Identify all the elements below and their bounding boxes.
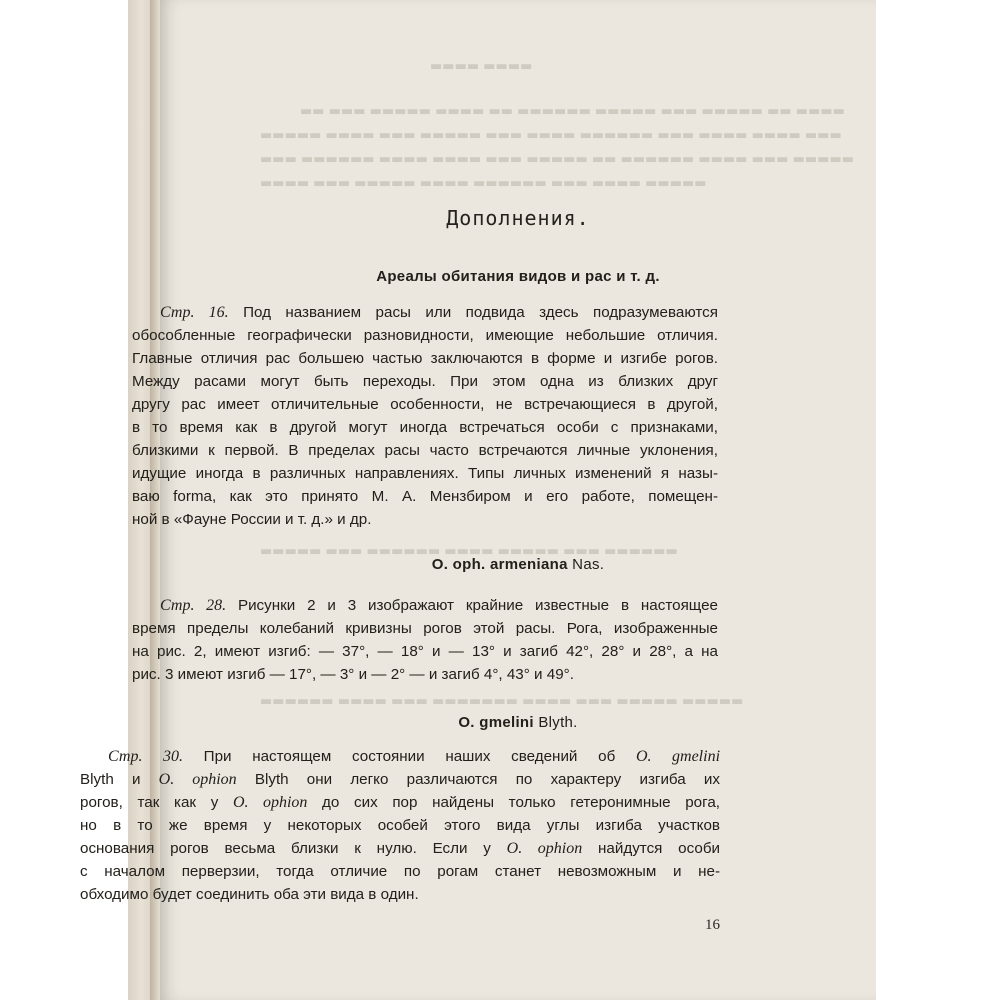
paragraph-gmelini — [80, 745, 720, 906]
species-name: O. ophion — [232, 794, 308, 811]
paragraph-line: другу рас имеет отличительные особенности, не встречающиеся в другой, — [132, 396, 718, 413]
show-through-texture: ▬▬ ▬▬▬ ▬▬▬▬▬ ▬▬▬▬ ▬▬ ▬▬▬▬▬▬ ▬▬▬▬▬ ▬▬▬ ▬▬▬▬▬ ▬▬ ▬▬▬▬ — [300, 104, 845, 119]
paragraph-line: но в то же время у некоторых особей этого вида углы изгиба участков — [80, 817, 720, 834]
paragraph-line: Стр. 30. При настоящем состоянии наших сведений об O. gmelini — [108, 748, 721, 765]
paragraph-line: Blyth и O. ophion Blyth они легко различаются по характеру изгиба их — [80, 771, 721, 788]
paragraph-line: ваю forma, как это принято М. А. Мензбиром и его работе, помещен- — [132, 488, 718, 505]
book-page — [80, 0, 876, 1000]
section-title-areas: Ареалы обитания видов и рас и т. д. — [376, 268, 660, 285]
paragraph-line: рогов, так как у O. ophion до сих пор найдены только гетеронимные рога, — [80, 794, 720, 811]
paragraph-line: идущие иногда в различных направлениях. Типы личных изменений я назы- — [132, 465, 718, 482]
section-title-armeniana: O. oph. armeniana Nas. — [431, 556, 605, 573]
paragraph-line: Главные отличия рас большею частью заключаются в форме и изгибе рогов. — [132, 350, 718, 367]
paragraph-line: на рис. 2, имеют изгиб: — 37°, — 18° и — 13° и загиб 42°, 28° и 28°, а на — [132, 643, 718, 660]
paragraph-line: в то время как в другой могут иногда встречаться особи с признаками, — [132, 419, 718, 436]
page-reference: Стр. 30. — [108, 748, 183, 765]
page-heading: Дополнения. — [446, 206, 590, 230]
species-name: O. ophion — [506, 840, 583, 857]
paragraph-armeniana — [132, 594, 718, 686]
paragraph-line: обходимо будет соединить оба эти вида в один. — [80, 886, 419, 903]
species-name: O. gmelini — [635, 748, 721, 765]
paragraph-areas — [132, 301, 718, 531]
section-title-gmelini: O. gmelini Blyth. — [458, 714, 578, 731]
page-number: 16 — [705, 917, 720, 933]
show-through-texture: ▬▬▬▬ ▬▬▬▬ — [430, 59, 533, 74]
show-through-texture: ▬▬▬▬▬ ▬▬▬ ▬▬▬▬▬▬ ▬▬▬▬ ▬▬▬▬▬ ▬▬▬ ▬▬▬▬▬▬ — [260, 544, 678, 559]
show-through-texture: ▬▬▬▬ ▬▬▬ ▬▬▬▬▬ ▬▬▬▬ ▬▬▬▬▬▬ ▬▬▬ ▬▬▬▬ ▬▬▬▬▬ — [260, 176, 707, 191]
paragraph-line: Между расами могут быть переходы. При этом одна из близких друг — [132, 373, 718, 390]
paragraph-line: обособленные географически разновидности, имеющие небольшие отличия. — [132, 327, 718, 344]
paragraph-line: ной в «Фауне России и т. д.» и др. — [132, 511, 372, 528]
show-through-texture: ▬▬▬▬▬▬ ▬▬▬▬ ▬▬▬ ▬▬▬▬▬▬▬ ▬▬▬▬ ▬▬▬ ▬▬▬▬▬ ▬▬▬▬▬ — [260, 694, 744, 709]
page-reference: Стр. 28. — [160, 597, 227, 614]
page-reference: Стр. 16. — [160, 304, 229, 321]
background-right — [876, 0, 1000, 1000]
paragraph-line: время пределы колебаний кривизны рогов этой расы. Рога, изображенные — [132, 620, 718, 637]
paragraph-line: близкими к первой. В пределах расы часто встречаются личные уклонения, — [132, 442, 718, 459]
paragraph-line: Стр. 16. Под названием расы или подвида здесь подразумеваются — [160, 304, 718, 321]
paragraph-line: Стр. 28. Рисунки 2 и 3 изображают крайние известные в настоящее — [160, 597, 719, 614]
show-through-texture: ▬▬▬ ▬▬▬▬▬▬ ▬▬▬▬ ▬▬▬▬ ▬▬▬ ▬▬▬▬▬ ▬▬ ▬▬▬▬▬▬ ▬▬▬▬ ▬▬▬ ▬▬▬▬▬ — [260, 152, 855, 167]
species-name: O. ophion — [158, 771, 237, 788]
paragraph-line: основания рогов весьма близки к нулю. Если у O. ophion найдутся особи — [80, 840, 721, 857]
show-through-texture: ▬▬▬▬▬ ▬▬▬▬ ▬▬▬ ▬▬▬▬▬ ▬▬▬ ▬▬▬▬ ▬▬▬▬▬▬ ▬▬▬ ▬▬▬▬ ▬▬▬▬ ▬▬▬ — [260, 128, 842, 143]
paragraph-line: рис. 3 имеют изгиб — 17°, — 3° и — 2° — и загиб 4°, 43° и 49°. — [132, 666, 574, 683]
paragraph-line: с началом перверзии, тогда отличие по рогам станет невозможным и не- — [80, 863, 720, 880]
